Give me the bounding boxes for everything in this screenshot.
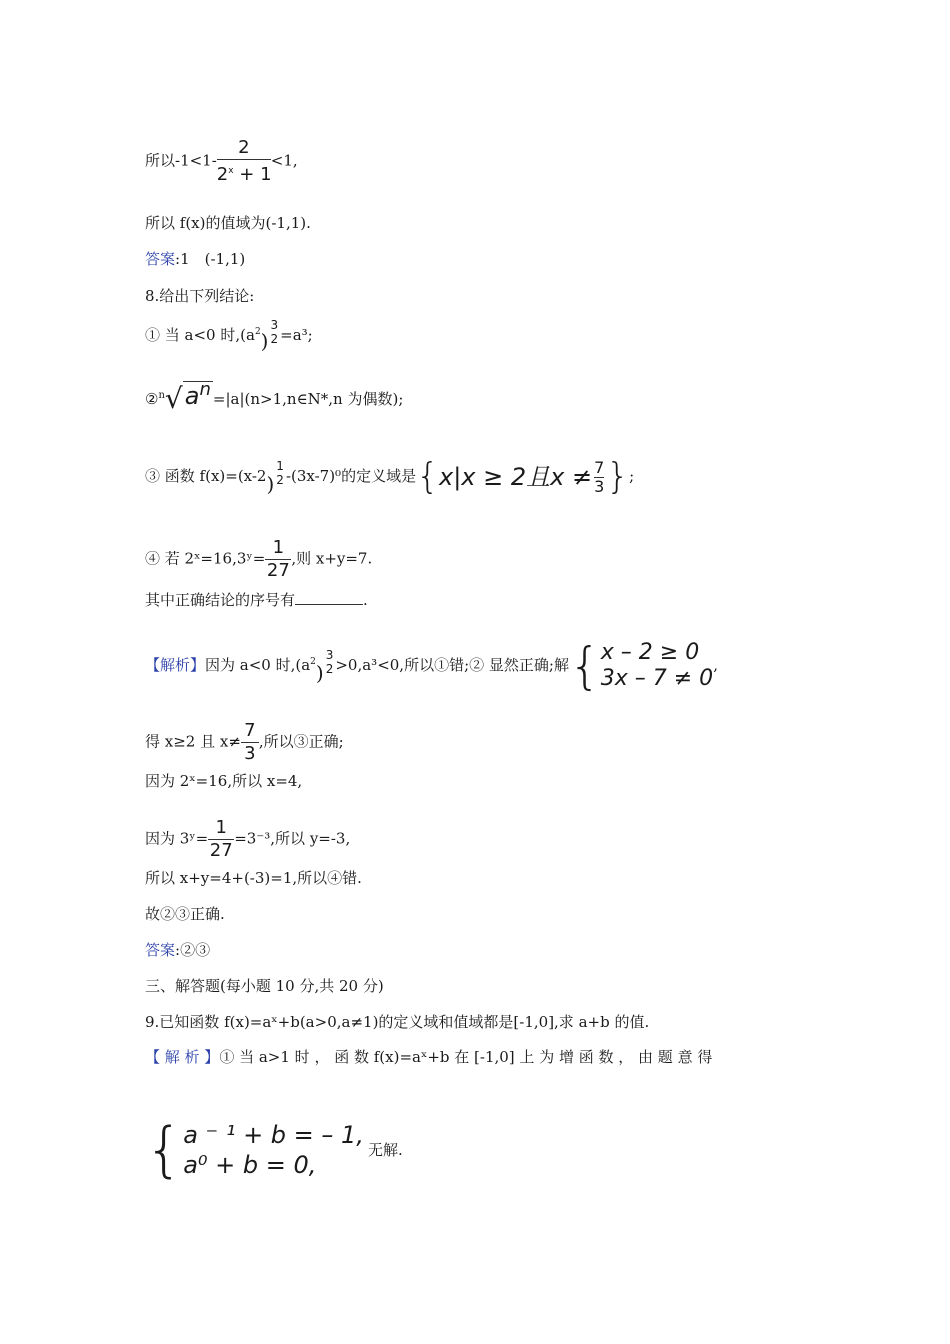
den-base: 2 bbox=[216, 164, 229, 185]
answer-label: 答案 bbox=[145, 250, 176, 268]
question-9: 9.已知函数 f(x)=aˣ+b(a>0,a≠1)的定义域和值域都是[-1,0],求 a+b 的值. bbox=[145, 1013, 650, 1031]
text-prefix: 所以-1<1- bbox=[145, 151, 217, 170]
c3-exp-num: 1 bbox=[276, 459, 284, 473]
c3-set-den: 3 bbox=[594, 476, 605, 496]
a1-prefix: 因为 a<0 时,(a bbox=[205, 656, 311, 674]
c3-paren: ) bbox=[266, 472, 275, 496]
q9-sys-eq1: a ⁻ ¹ + b = – 1, bbox=[183, 1121, 364, 1149]
c3-middle: -(3x-7)⁰的定义域是 bbox=[285, 467, 417, 485]
answer-label-2: 答案 bbox=[145, 941, 176, 959]
q9-suffix: 无解. bbox=[367, 1141, 403, 1159]
question-8-title: 8.给出下列结论: bbox=[145, 287, 255, 305]
q9-analysis-body: ① 当 a>1 时 ， 函 数 f(x)=aˣ+b 在 [-1,0] 上 为 增 函 数 ， 由 题 意 得 bbox=[219, 1048, 713, 1066]
answer-body-2: :②③ bbox=[175, 941, 211, 959]
a1-exp-den: 2 bbox=[325, 662, 334, 676]
radicand-exponent: n bbox=[199, 379, 211, 400]
a1-exponent-fraction bbox=[326, 648, 334, 676]
ask-period: . bbox=[363, 591, 368, 609]
den-exponent: x bbox=[228, 166, 234, 176]
answer-line-1 bbox=[145, 249, 245, 269]
a1-middle: >0,a³<0,所以①错;② 显然正确;解 bbox=[335, 656, 569, 674]
c4-suffix: ,则 x+y=7. bbox=[291, 549, 373, 568]
c4-den: 27 bbox=[266, 560, 290, 581]
c3-suffix: ; bbox=[629, 467, 635, 485]
c4-num: 1 bbox=[272, 537, 285, 558]
fraction-numerator: 2 bbox=[238, 137, 250, 158]
answer-blank[interactable] bbox=[295, 590, 363, 605]
question-9-analysis bbox=[145, 1047, 712, 1067]
c1-paren: ) bbox=[260, 329, 269, 353]
conclusion-3 bbox=[145, 454, 634, 500]
analysis-line-4 bbox=[145, 817, 350, 862]
a1-suffix: , bbox=[713, 656, 718, 674]
c2-mark: ② bbox=[145, 390, 159, 408]
den-rest: + 1 bbox=[233, 164, 272, 185]
a2-suffix: ,所以③正确; bbox=[258, 732, 344, 751]
a4-fraction bbox=[208, 817, 234, 862]
a2-den: 3 bbox=[241, 742, 259, 765]
c3-set-num: 7 bbox=[594, 457, 605, 477]
system-brace-icon: { bbox=[568, 637, 601, 695]
section-three-heading: 三、解答题(每小题 10 分,共 20 分) bbox=[145, 977, 384, 995]
ask-text: 其中正确结论的序号有 bbox=[145, 591, 296, 609]
a2-fraction bbox=[241, 720, 259, 765]
c1-sup: 2 bbox=[254, 327, 261, 337]
radicand bbox=[183, 381, 213, 410]
line-value-range: 所以 f(x)的值域为(-1,1). bbox=[145, 214, 311, 232]
analysis-line-2 bbox=[145, 720, 344, 765]
a1-exp-num: 3 bbox=[325, 648, 334, 662]
left-brace-icon: { bbox=[416, 456, 439, 497]
a1-system bbox=[601, 640, 713, 692]
q9-system bbox=[183, 1120, 364, 1180]
a2-prefix: 得 x≥2 且 x≠ bbox=[145, 732, 241, 751]
c4-fraction bbox=[265, 537, 291, 582]
c3-set-condition: x|x ≥ 2且x ≠ bbox=[438, 463, 593, 491]
question-9-system bbox=[145, 1115, 403, 1185]
q9-analysis-label: 【 解 析 】 bbox=[145, 1048, 220, 1066]
a1-sys-eq2: 3x – 7 ≠ 0 bbox=[600, 666, 714, 691]
c3-exponent-fraction bbox=[276, 459, 284, 487]
a1-sys-eq1: x – 2 ≥ 0 bbox=[600, 640, 700, 665]
a4-num: 1 bbox=[215, 817, 227, 838]
q9-system-brace-icon: { bbox=[145, 1115, 184, 1185]
c3-set-fraction bbox=[594, 459, 604, 496]
conclusion-1 bbox=[145, 318, 313, 353]
c1-exponent-fraction bbox=[270, 318, 278, 346]
conclusion-4 bbox=[145, 537, 372, 582]
question-8-ask bbox=[145, 590, 368, 610]
c3-prefix: ③ 函数 f(x)=(x-2 bbox=[145, 467, 267, 485]
a4-prefix: 因为 3ʸ= bbox=[145, 829, 209, 848]
conclusion-2 bbox=[145, 379, 404, 415]
analysis-line-5: 所以 x+y=4+(-3)=1,所以④错. bbox=[145, 869, 362, 887]
c1-prefix: ① 当 a<0 时,(a bbox=[145, 326, 255, 344]
c1-exp-den: 2 bbox=[270, 332, 279, 346]
answer-line-2 bbox=[145, 940, 210, 960]
a4-den: 27 bbox=[209, 840, 233, 861]
c1-exp-num: 3 bbox=[270, 318, 279, 332]
radical-sign-icon: √ bbox=[164, 382, 183, 415]
line-range-inequality bbox=[145, 137, 298, 186]
text-suffix: <1, bbox=[270, 151, 298, 170]
answer-body: :1 (-1,1) bbox=[175, 250, 246, 268]
c4-prefix: ④ 若 2ˣ=16,3ʸ= bbox=[145, 549, 266, 568]
right-brace-icon: } bbox=[606, 456, 630, 497]
analysis-line-3: 因为 2ˣ=16,所以 x=4, bbox=[145, 772, 303, 790]
analysis-line-6: 故②③正确. bbox=[145, 905, 225, 923]
a1-sup: 2 bbox=[310, 657, 316, 667]
c1-suffix: =a³; bbox=[280, 326, 313, 344]
c2-suffix: =|a|(n>1,n∈N*,n 为偶数); bbox=[212, 390, 404, 408]
a2-num: 7 bbox=[244, 720, 256, 741]
a4-suffix: =3⁻³,所以 y=-3, bbox=[234, 829, 351, 848]
q9-sys-eq2: a⁰ + b = 0, bbox=[183, 1151, 317, 1179]
radicand-base: a bbox=[184, 382, 200, 410]
fraction-denominator bbox=[217, 159, 271, 186]
a1-paren: ) bbox=[315, 661, 324, 685]
c3-exp-den: 2 bbox=[276, 473, 284, 487]
analysis-label: 【解析】 bbox=[145, 656, 206, 674]
radical-index: n bbox=[158, 390, 165, 401]
analysis-line-1 bbox=[145, 637, 718, 695]
fraction-2-over-2x-plus-1 bbox=[217, 137, 271, 186]
